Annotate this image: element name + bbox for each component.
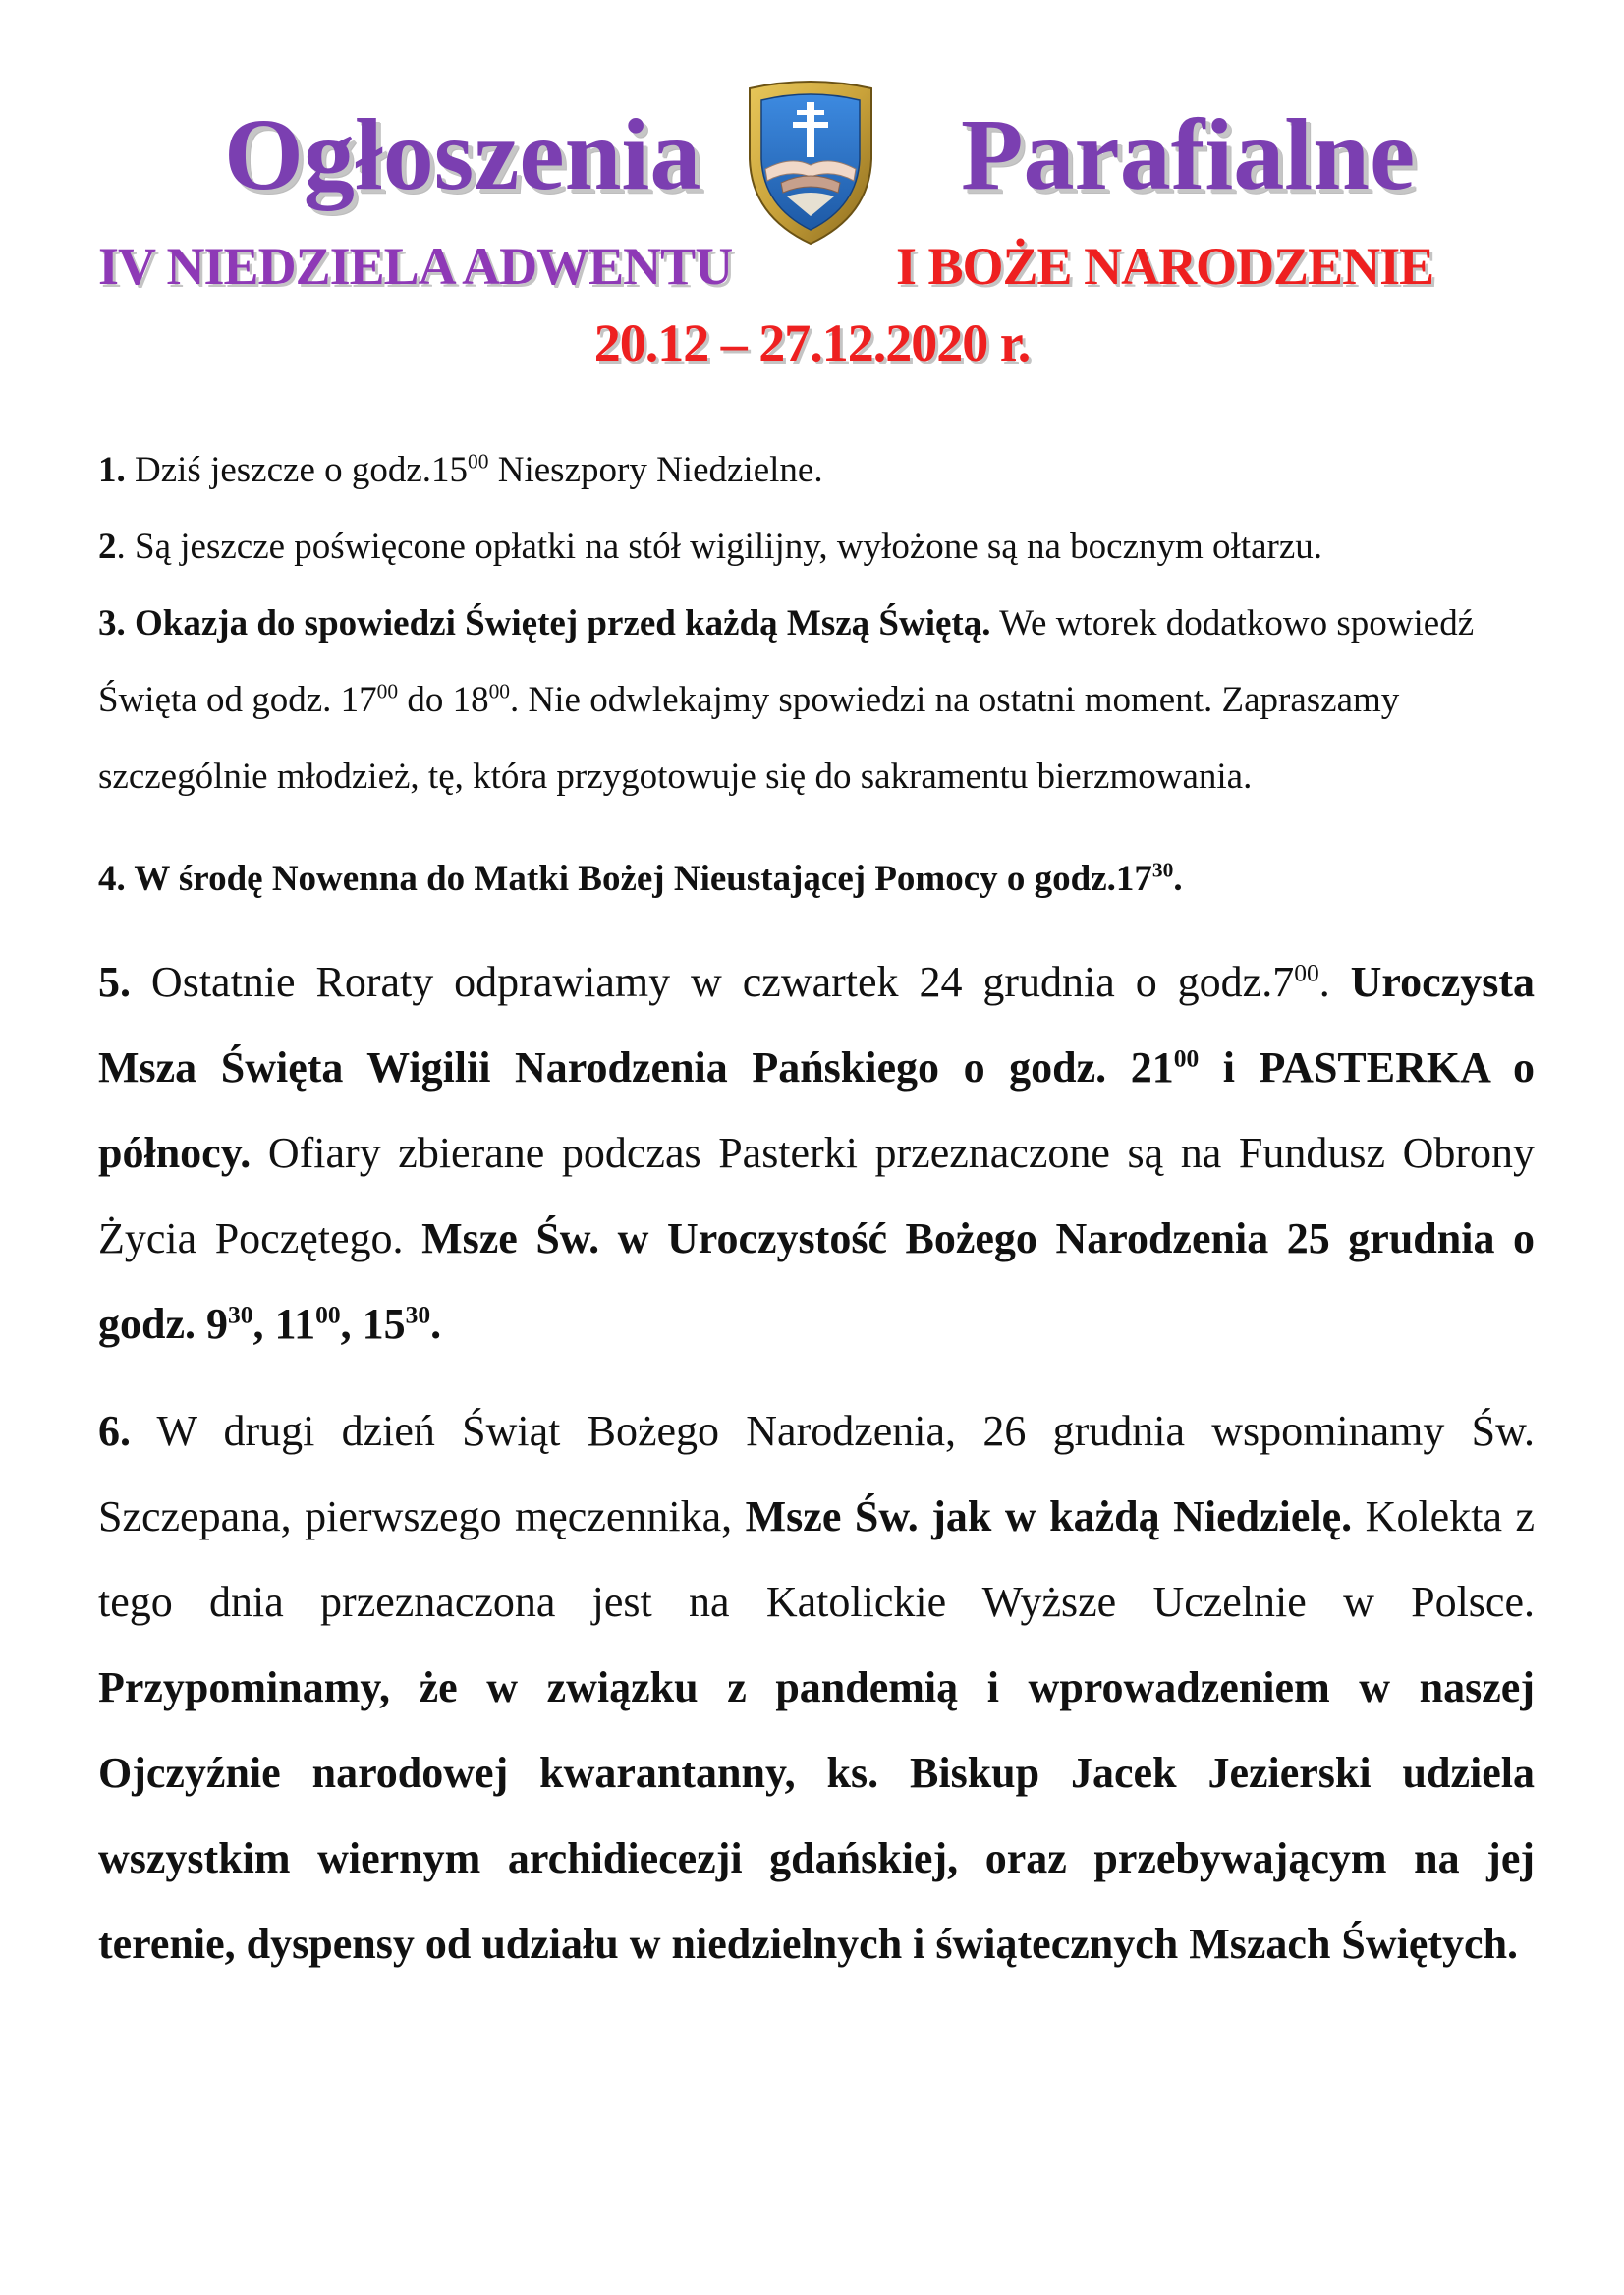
item-number: 6. xyxy=(98,1407,131,1455)
announcement-6 xyxy=(98,1388,1535,1987)
item-bold-text: i PASTERKA o północy. xyxy=(98,1043,1536,1177)
item-bold-text: 4. W środę Nowenna do Matki Bożej Nieustającej Pomocy o godz.17 xyxy=(98,859,1152,899)
item-number: 1. xyxy=(98,450,126,490)
item-bold-text: . xyxy=(430,1300,442,1348)
time-superscript: 00 xyxy=(468,449,489,474)
item-text: Kolekta z tego dnia przeznaczona jest na Katolickie Wyższe Uczelnie w Polsce. xyxy=(98,1492,1536,1626)
date-range: 20.12 – 27.12.2020 r. xyxy=(593,313,1031,372)
item-bold-text: Uroczysta Msza Święta Wigilii Narodzenia Pańskiego o godz. 21 xyxy=(98,958,1535,1092)
time-superscript: 30 xyxy=(1151,858,1174,882)
item-bold-text: Msze Św. w Uroczystość Bożego Narodzenia 25 grudnia o godz. 9 xyxy=(98,1214,1535,1348)
item-text: Ostatnie Roraty odprawiamy w czwartek 24 grudnia o godz.7 xyxy=(131,958,1295,1006)
announcement-1 xyxy=(98,432,1535,509)
item-bold-text: Msze Św. jak w każdą Niedzielę. xyxy=(745,1492,1353,1540)
time-superscript: 00 xyxy=(376,679,399,703)
announcement-2 xyxy=(98,509,1535,586)
title-left: Ogłoszenia xyxy=(224,98,701,211)
subtitle-right: I BOŻE NARODZENIE xyxy=(896,237,1434,296)
parish-coat-of-arms-shield-icon xyxy=(742,79,879,248)
item-text: . Nie odwlekajmy spowiedzi na ostatni moment. Zapraszamy szczególnie młodzież, tę, która przygotowuje się do sakramentu bierzmowania. xyxy=(98,680,1400,797)
subtitle-left: IV NIEDZIELA ADWENTU xyxy=(98,237,733,296)
item-bold-text: 3. Okazja do spowiedzi Świętej przed każdą Mszą Świętą. xyxy=(98,603,991,644)
time-superscript: 30 xyxy=(228,1300,253,1329)
announcement-5 xyxy=(98,939,1535,1367)
announcement-4 xyxy=(98,841,1535,918)
title-right: Parafialne xyxy=(961,98,1416,211)
announcement-3 xyxy=(98,586,1535,815)
item-text: W drugi dzień Świąt Bożego Narodzenia, 26 grudnia wspominamy Św. Szczepana, pierwszego męczennika, xyxy=(98,1407,1535,1540)
item-bold-text: Przypominamy, że w związku z pandemią i wprowadzeniem w naszej Ojczyźnie narodowej kwarantanny, ks. Biskup Jacek Jezierski udziela wszystkim wiernym archidiecezji gdańskiej, oraz przebywającym na jej terenie, dyspensy od udziału w niedzielnych i świątecznych Mszach Świętych. xyxy=(98,1663,1535,1968)
item-text: Ofiary zbierane podczas Pasterki przeznaczone są na Fundusz Obrony Życia Poczętego. xyxy=(98,1129,1535,1262)
item-number: 5. xyxy=(98,958,131,1006)
item-text: do 18 xyxy=(398,680,489,720)
time-superscript: 00 xyxy=(315,1300,341,1329)
announcements xyxy=(98,432,1535,1987)
time-superscript: 30 xyxy=(405,1300,431,1329)
time-superscript: 00 xyxy=(1294,958,1319,987)
item-text: Nieszpory Niedzielne. xyxy=(488,450,823,490)
item-text: We wtorek dodatkowo spowiedź Święta od godz. 17 xyxy=(98,603,1475,720)
time-superscript: 00 xyxy=(1173,1043,1200,1073)
item-text: . xyxy=(1318,958,1351,1006)
time-superscript: 00 xyxy=(488,679,511,703)
item-text: . Są jeszcze poświęcone opłatki na stół wigilijny, wyłożone są na bocznym ołtarzu. xyxy=(116,527,1323,567)
item-bold-text: , 11 xyxy=(252,1300,316,1348)
item-bold-text: . xyxy=(1173,859,1183,899)
item-text: Dziś jeszcze o godz.15 xyxy=(125,450,469,490)
item-bold-text: , 15 xyxy=(340,1300,406,1348)
item-number: 2 xyxy=(98,527,117,567)
